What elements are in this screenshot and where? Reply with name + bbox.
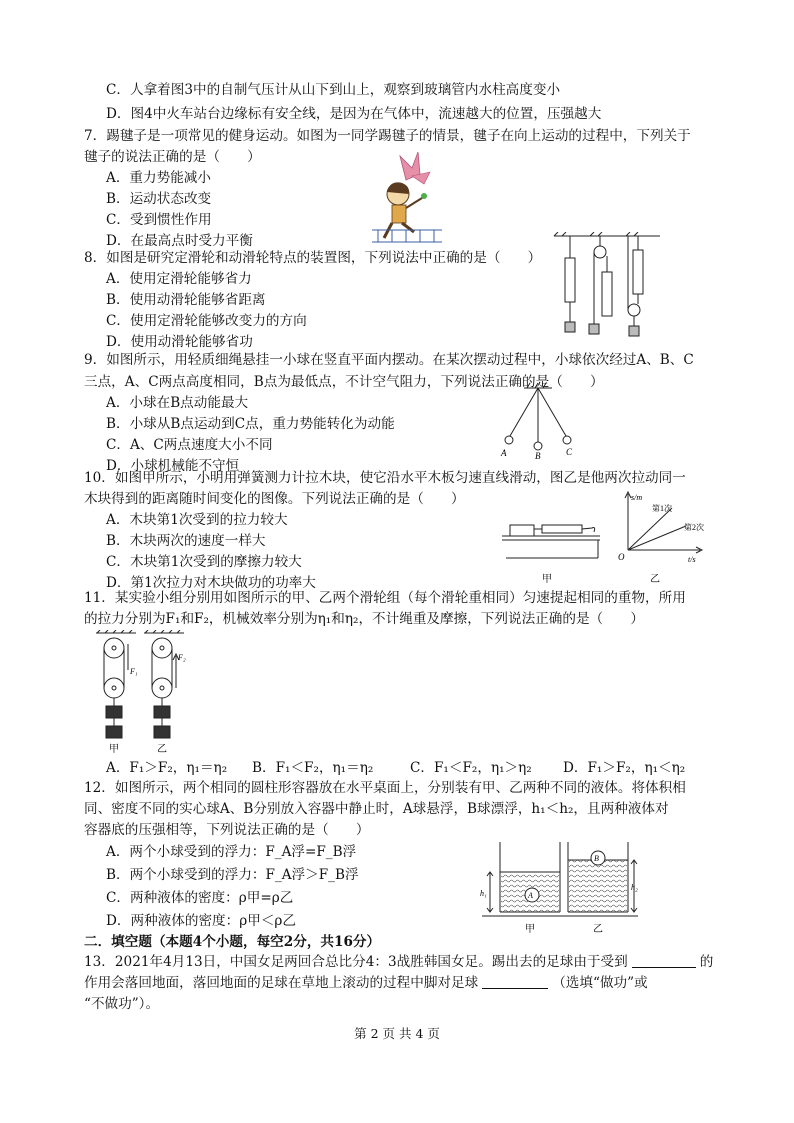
q12-option-a: A．两个小球受到的浮力：F_A浮=F_B浮 bbox=[106, 844, 357, 860]
q11-option-c: C．F₁＜F₂，η₁＞η₂ bbox=[410, 760, 532, 776]
fig-label-jia-q10: 甲 bbox=[542, 574, 552, 585]
q9-option-c: C．A、C两点速度大小不同 bbox=[106, 437, 273, 453]
shuttlecock-kick-figure bbox=[368, 150, 446, 245]
q12-stem-line1: 12．如图所示，两个相同的圆柱形容器放在水平桌面上，分别装有甲、乙两种不同的液体。将体积相 bbox=[84, 780, 686, 796]
pendulum-label-b: B bbox=[535, 451, 541, 460]
q12-stem-line3: 容器底的压强相等，下列说法正确的是（ ） bbox=[84, 822, 370, 838]
q7-option-b: B．运动状态改变 bbox=[106, 191, 212, 207]
q7-stem-line2: 毽子的说法正确的是（ ） bbox=[84, 149, 261, 165]
q7-option-c: C．受到惯性作用 bbox=[106, 212, 212, 228]
q7-option-d: D．在最高点时受力平衡 bbox=[106, 233, 253, 249]
q7-option-a: A．重力势能减小 bbox=[106, 170, 211, 186]
q11-stem-line1: 11．某实验小组分别用如图所示的甲、乙两个滑轮组（每个滑轮重相同）匀速提起相同的重物，所用 bbox=[84, 590, 686, 606]
graph-origin: O bbox=[618, 552, 625, 562]
pendulum-figure bbox=[494, 382, 586, 460]
q6-option-d: D．图4中火车站台边缘标有安全线，是因为在气体中，流速越大的位置，压强越大 bbox=[106, 106, 602, 122]
fig-label-yi-q11: 乙 bbox=[157, 744, 167, 754]
graph-y-label: s/m bbox=[631, 493, 643, 502]
q10-option-a: A．木块第1次受到的拉力较大 bbox=[106, 512, 288, 528]
q8-option-c: C．使用定滑轮能够改变力的方向 bbox=[106, 313, 307, 329]
section2-title: 二．填空题（本题4个小题，每空2分，共16分） bbox=[84, 934, 381, 950]
fig-label-jia-q12: 甲 bbox=[525, 924, 535, 935]
graph-x-label: t/s bbox=[688, 555, 696, 564]
q11-option-d: D．F₁＞F₂，η₁＜η₂ bbox=[563, 760, 686, 776]
q9-stem-line2: 三点，A、C两点高度相同，B点为最低点，不计空气阻力，下列说法正确的是（ ） bbox=[84, 374, 604, 390]
q13-line2-tail: （选填“做功”或 bbox=[552, 975, 648, 991]
q8-option-d: D．使用动滑轮能够省功 bbox=[106, 334, 253, 350]
q12-stem-line2: 同、密度不同的实心球A、B分别放入容器中静止时，A球悬浮，B球漂浮，h₁＜h₂，且两种液体对 bbox=[84, 801, 669, 817]
q13-blank-2[interactable] bbox=[482, 974, 548, 989]
q10-stem-line1: 10．如图甲所示，小明用弹簧测力计拉木块，使它沿水平木板匀速直线滑动，图乙是他两次拉动同一 bbox=[84, 470, 686, 486]
fig-label-yi-q10: 乙 bbox=[650, 574, 660, 585]
q6-option-c: C．人拿着图3中的自制气压计从山下到山上，观察到玻璃管内水柱高度变小 bbox=[106, 82, 561, 98]
q12-option-d: D．两种液体的密度：ρ甲＜ρ乙 bbox=[106, 913, 297, 929]
ball-b-label: B bbox=[594, 854, 599, 863]
q10-option-d: D．第1次拉力对木块做功的功率大 bbox=[106, 575, 316, 591]
graph-line2-label: 第2次 bbox=[684, 523, 704, 532]
fig-label-yi-q12: 乙 bbox=[593, 924, 603, 935]
q13-line1-tail: 的 bbox=[699, 954, 714, 970]
q13-line2-text: 作用会落回地面，落回地面的足球在草地上滚动的过程中脚对足球 bbox=[84, 975, 479, 991]
pulley-f2-label: F₂ bbox=[178, 653, 186, 662]
q10-option-b: B．木块两次的速度一样大 bbox=[106, 533, 266, 549]
ball-a-label: A bbox=[528, 891, 533, 900]
q8-option-a: A．使用定滑轮能够省力 bbox=[106, 271, 252, 287]
q7-stem-line1: 7．踢毽子是一项常见的健身运动。如图为一同学踢毽子的情景，毽子在向上运动的过程中，下列关于 bbox=[84, 128, 691, 144]
q13-line1 bbox=[84, 952, 713, 972]
graph-line1-label: 第1次 bbox=[652, 504, 672, 513]
q13-line3: “不做功”）。 bbox=[84, 996, 160, 1012]
pulley-groups-figure bbox=[92, 630, 188, 754]
pulley-setup-figure bbox=[552, 232, 662, 342]
q12-option-c: C．两种液体的密度：ρ甲=ρ乙 bbox=[106, 890, 294, 906]
fig-label-jia-q11: 甲 bbox=[109, 744, 119, 754]
containers-figure bbox=[480, 838, 640, 938]
q13-line1-text: 13．2021年4月13日，中国女足两回合总比分4：3战胜韩国女足。踢出去的足球由于受到 bbox=[84, 954, 628, 970]
q10-option-c: C．木块第1次受到的摩擦力较大 bbox=[106, 554, 302, 570]
distance-time-graph bbox=[614, 488, 710, 586]
container-h1-label: h₁ bbox=[480, 889, 487, 898]
q13-blank-1[interactable] bbox=[632, 953, 696, 968]
q8-option-b: B．使用动滑轮能够省距离 bbox=[106, 292, 266, 308]
pendulum-label-c: C bbox=[566, 447, 573, 457]
page-footer: 第 2 页 共 4 页 bbox=[354, 1026, 440, 1041]
pendulum-label-a: A bbox=[501, 448, 507, 458]
q8-stem: 8．如图是研究定滑轮和动滑轮特点的装置图，下列说法中正确的是（ ） bbox=[84, 250, 542, 266]
q11-stem-line2: 的拉力分别为F₁和F₂，机械效率分别为η₁和η₂，不计绳重及摩擦，下列说法正确的是（ ） bbox=[84, 611, 644, 627]
q11-option-a: A．F₁＞F₂，η₁＝η₂ bbox=[106, 760, 228, 776]
q12-option-b: B．两个小球受到的浮力：F_A浮＞F_B浮 bbox=[106, 867, 359, 883]
q9-option-a: A．小球在B点动能最大 bbox=[106, 395, 249, 411]
q9-option-d: D．小球机械能不守恒 bbox=[106, 458, 240, 474]
spring-scale-figure bbox=[500, 514, 606, 586]
container-h2-label: h₂ bbox=[631, 883, 638, 892]
q11-option-b: B．F₁＜F₂，η₁＝η₂ bbox=[252, 760, 374, 776]
q13-line2 bbox=[84, 973, 648, 993]
q9-option-b: B．小球从B点运动到C点，重力势能转化为动能 bbox=[106, 416, 395, 432]
q10-stem-line2: 木块得到的距离随时间变化的图像。下列说法正确的是（ ） bbox=[84, 491, 465, 507]
q9-stem-line1: 9．如图所示，用轻质细绳悬挂一小球在竖直平面内摆动。在某次摆动过程中，小球依次经过A、B、C bbox=[84, 352, 694, 368]
pulley-f1-label: F₁ bbox=[130, 667, 138, 676]
